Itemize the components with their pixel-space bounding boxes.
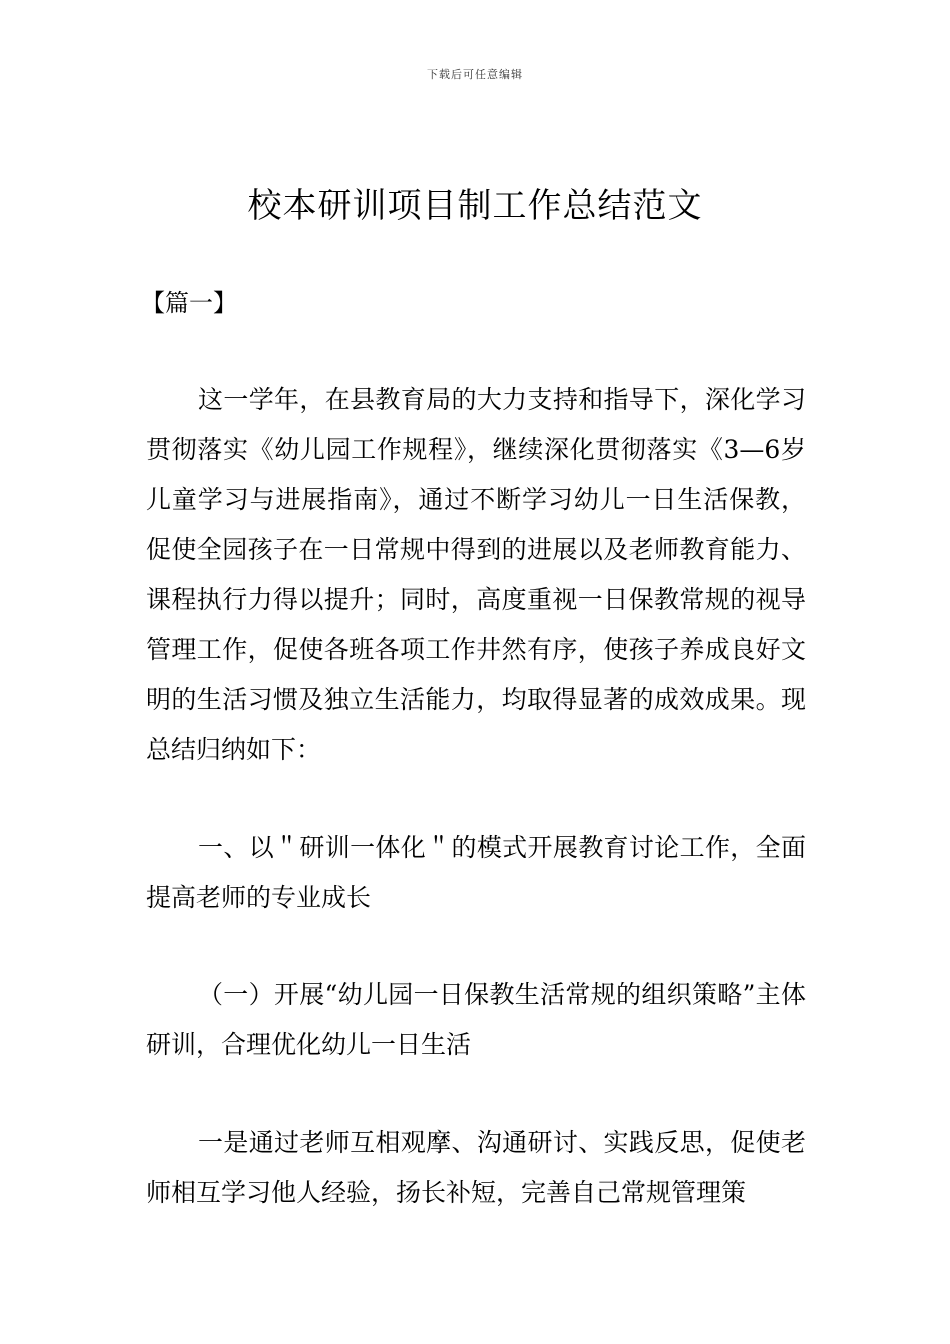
paragraph-heading-one: 一、以＂研训一体化＂的模式开展教育讨论工作，全面提高老师的专业成长 — [146, 833, 806, 912]
document-title: 校本研训项目制工作总结范文 — [247, 186, 703, 226]
paragraph-point-one: 一是通过老师互相观摩、沟通研讨、实践反思，促使老师相互学习他人经验，扬长补短，完善自己常规管理策 — [146, 1128, 806, 1207]
paragraph-intro: 这一学年，在县教育局的大力支持和指导下，深化学习贯彻落实《幼儿园工作规程》，继续深化贯彻落实《3—6岁儿童学习与进展指南》，通过不断学习幼儿一日生活保教，促使全园孩子在一日常规中得到的进展以及老师教育能力、课程执行力得以提升；同时，高度重视一日保教常规的视导管理工作，促使各班各项工作井然有序，使孩子养成良好文明的生活习惯及独立生活能力，均取得显著的成效成果。现总结归纳如下： — [146, 385, 806, 764]
header-note: 下载后可任意编辑 — [427, 68, 523, 81]
section-label: 【篇一】 — [141, 289, 237, 317]
paragraph-subheading-one: （一）开展“幼儿园一日保教生活常规的组织策略”主体研训，合理优化幼儿一日生活 — [146, 980, 806, 1059]
